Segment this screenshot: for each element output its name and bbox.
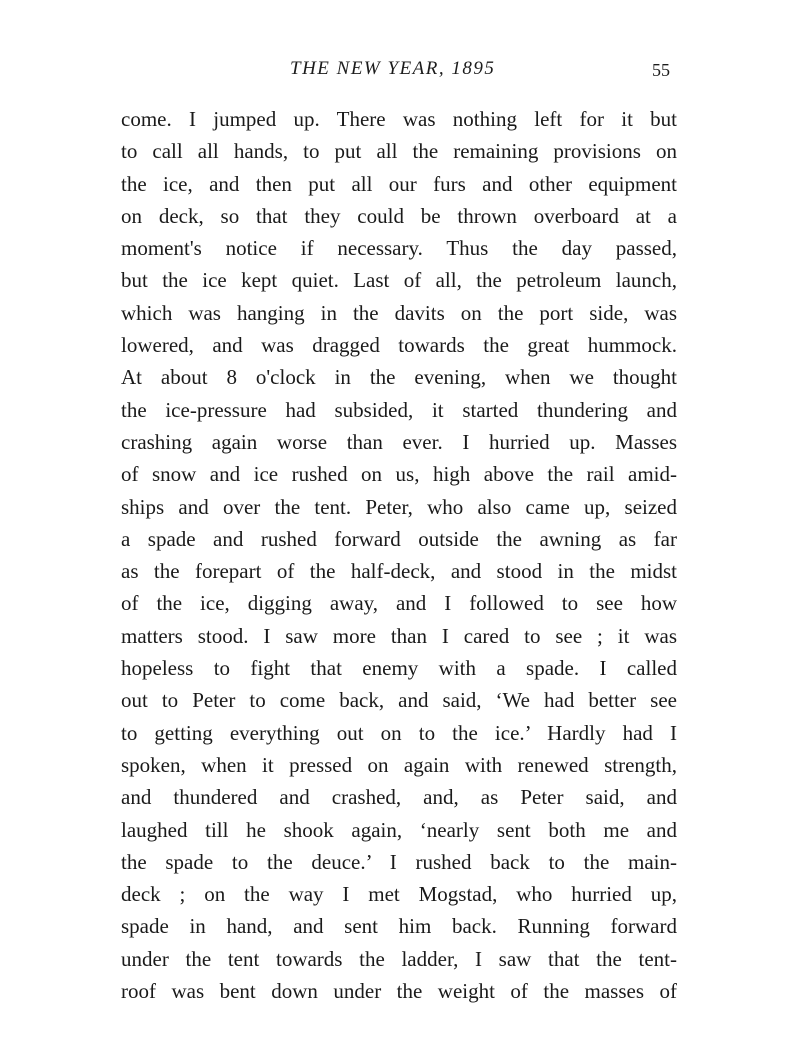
text-line: to call all hands, to put all the remaining provisions on [121,139,677,164]
text-line: the ice-pressure had subsided, it started thundering and [121,397,677,422]
text-line: spade in hand, and sent him back. Running forward [121,914,677,939]
text-line: and thundered and crashed, and, as Peter said, and [121,785,677,810]
text-line: lowered, and was dragged towards the great hummock. [121,333,677,358]
text-line: to getting everything out on to the ice.’ Hardly had I [121,720,677,745]
text-line: under the tent towards the ladder, I saw that the tent- [121,946,677,971]
text-line: spoken, when it pressed on again with renewed strength, [121,752,677,777]
text-line: roof was bent down under the weight of the masses of [121,979,677,1004]
text-line: the ice, and then put all our furs and other equipment [121,171,677,196]
text-line: crashing again worse than ever. I hurried up. Masses [121,429,677,454]
text-line: out to Peter to come back, and said, ‘We had better see [121,688,677,713]
text-line: the spade to the deuce.’ I rushed back to the main- [121,849,677,874]
text-line: hopeless to fight that enemy with a spade. I called [121,656,677,681]
text-line: on deck, so that they could be thrown overboard at a [121,203,677,228]
text-line: of the ice, digging away, and I followed to see how [121,591,677,616]
page-number: 55 [652,60,670,80]
text-line: ships and over the tent. Peter, who also came up, seized [121,494,677,519]
text-line: laughed till he shook again, ‘nearly sent both me and [121,817,677,842]
body-text [121,103,677,1007]
text-line: matters stood. I saw more than I cared to see ; it was [121,623,677,648]
text-line: moment's notice if necessary. Thus the day passed, [121,236,677,261]
running-title: THE NEW YEAR, 1895 [290,58,496,79]
text-line: as the forepart of the half-deck, and stood in the midst [121,559,677,584]
text-line: but the ice kept quiet. Last of all, the petroleum launch, [121,268,677,293]
text-line: deck ; on the way I met Mogstad, who hurried up, [121,882,677,907]
text-line: come. I jumped up. There was nothing left for it but [121,107,677,131]
text-line: At about 8 o'clock in the evening, when we thought [121,365,677,390]
text-line: which was hanging in the davits on the port side, was [121,300,677,325]
text-line: a spade and rushed forward outside the awning as far [121,526,677,551]
text-line: of snow and ice rushed on us, high above the rail amid- [121,462,677,487]
